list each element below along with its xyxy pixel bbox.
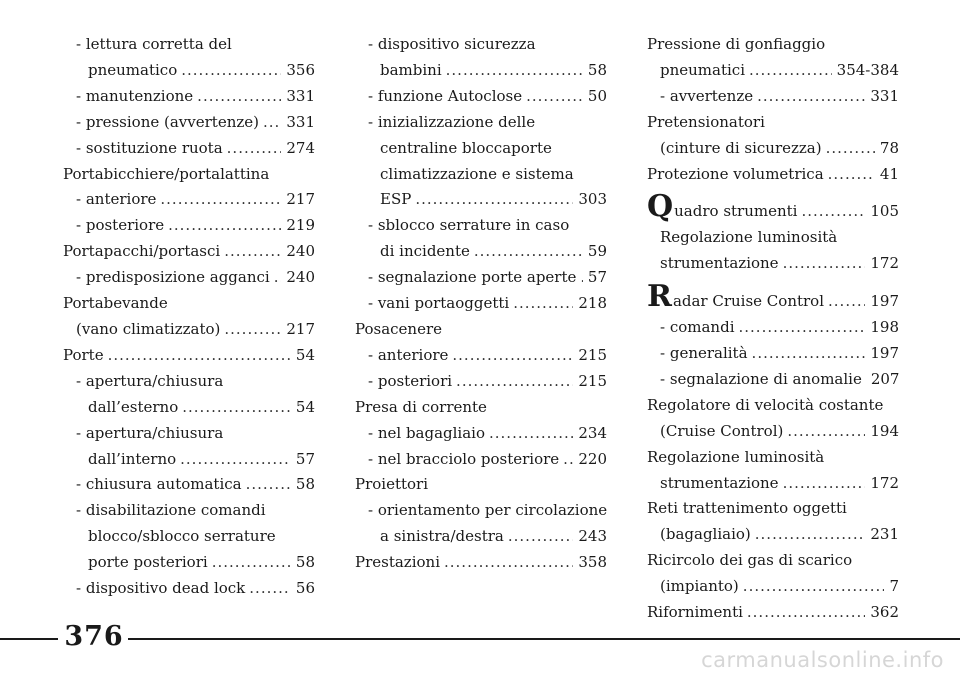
index-entry — [355, 162, 607, 188]
dot-leader — [787, 419, 865, 445]
entry-page: 59 — [587, 242, 607, 261]
index-entry — [63, 447, 315, 473]
index-entry — [647, 419, 899, 445]
index-entry — [63, 524, 315, 550]
index-entry — [355, 550, 607, 576]
dot-leader — [508, 524, 573, 550]
entry-text: Pretensionatori — [647, 112, 765, 131]
entry-text: Porte — [63, 345, 104, 364]
entry-page: 54 — [295, 397, 315, 416]
entry-text: - comandi — [660, 318, 735, 337]
dot-leader — [489, 421, 573, 447]
entry-text: Portabevande — [63, 294, 168, 313]
dot-leader — [180, 447, 291, 473]
dot-leader — [526, 84, 583, 110]
entry-page: 58 — [587, 60, 607, 79]
index-entry — [647, 445, 899, 471]
entry-page: 234 — [578, 423, 607, 442]
entry-text: - predisposizione agganci — [76, 268, 270, 287]
index-column-2 — [355, 32, 607, 576]
dot-leader — [249, 576, 291, 602]
index-entry — [647, 341, 899, 367]
entry-text: dall’esterno — [88, 397, 179, 416]
entry-page: 240 — [286, 268, 315, 287]
index-entry — [647, 522, 899, 548]
entry-text: centraline bloccaporte — [380, 138, 552, 157]
entry-text: - nel bracciolo posteriore — [368, 449, 560, 468]
entry-text: a sinistra/destra — [380, 527, 504, 546]
entry-page: 356 — [286, 60, 315, 79]
dot-leader — [513, 291, 573, 317]
index-entry — [63, 110, 315, 136]
entry-page: 172 — [870, 254, 899, 273]
dot-leader — [263, 110, 281, 136]
index-column-1 — [63, 32, 315, 602]
dot-leader — [755, 522, 866, 548]
entry-text: pneumatici — [660, 60, 745, 79]
entry-page: 7 — [889, 577, 899, 596]
entry-text — [647, 189, 798, 225]
dot-leader — [828, 162, 875, 188]
entry-page: 362 — [870, 603, 899, 622]
dot-leader — [828, 289, 865, 315]
entry-page: 331 — [870, 86, 899, 105]
entry-text: - orientamento per circolazione — [368, 501, 608, 520]
entry-text: blocco/sblocco serrature — [88, 527, 276, 546]
index-entry — [647, 315, 899, 341]
entry-text: - disabilitazione comandi — [76, 501, 266, 520]
entry-text: Portapacchi/portasci — [63, 242, 221, 261]
entry-text: - avvertenze — [660, 86, 754, 105]
dot-leader — [757, 84, 865, 110]
entry-text: - anteriore — [368, 345, 449, 364]
dot-leader — [743, 574, 885, 600]
entry-text: - segnalazione di anomalie — [660, 369, 862, 388]
dot-leader — [224, 239, 281, 265]
index-entry — [647, 367, 899, 393]
dot-leader — [456, 369, 573, 395]
index-entry — [63, 421, 315, 447]
entry-page: 215 — [578, 371, 607, 390]
entry-page: 217 — [286, 319, 315, 338]
entry-text: (vano climatizzato) — [76, 319, 221, 338]
entry-page: 41 — [879, 164, 899, 183]
entry-page: 54 — [295, 345, 315, 364]
entry-page: 358 — [578, 553, 607, 572]
entry-page: 303 — [578, 190, 607, 209]
dot-leader — [783, 471, 866, 497]
entry-text: Presa di corrente — [355, 397, 487, 416]
entry-page: 331 — [286, 112, 315, 131]
entry-page: 198 — [870, 318, 899, 337]
dot-leader — [212, 550, 291, 576]
index-entry — [63, 32, 315, 58]
entry-text: - inizializzazione delle — [368, 112, 536, 131]
entry-text: - posteriore — [76, 216, 165, 235]
entry-page: 217 — [286, 190, 315, 209]
entry-text: ESP — [380, 190, 412, 209]
index-entry — [355, 343, 607, 369]
index-entry — [647, 574, 899, 600]
dot-leader — [246, 472, 291, 498]
dot-leader — [274, 265, 282, 291]
entry-page: 207 — [870, 369, 900, 388]
index-entry — [355, 136, 607, 162]
entry-text: - posteriori — [368, 371, 453, 390]
index-entry — [355, 317, 607, 343]
entry-text: Proiettori — [355, 475, 429, 494]
entry-text: Regolatore di velocità costante — [647, 395, 884, 414]
index-entry — [647, 84, 899, 110]
entry-text: - dispositivo dead lock — [76, 579, 246, 598]
index-entry — [355, 472, 607, 498]
entry-text: - sblocco serrature in caso — [368, 216, 570, 235]
index-entry — [647, 32, 899, 58]
entry-text: (bagagliaio) — [660, 525, 751, 544]
index-entry — [355, 369, 607, 395]
entry-page: 57 — [295, 449, 315, 468]
index-entry — [63, 576, 315, 602]
entry-text: - segnalazione porte aperte — [368, 268, 577, 287]
entry-text: - pressione (avvertenze) — [76, 112, 260, 131]
entry-text: - anteriore — [76, 190, 157, 209]
index-entry — [63, 395, 315, 421]
dot-leader — [415, 187, 573, 213]
entry-text: porte posteriori — [88, 553, 208, 572]
footer-rule-left — [0, 638, 58, 640]
index-entry — [63, 162, 315, 188]
dot-leader — [563, 447, 573, 473]
entry-page: 194 — [870, 421, 899, 440]
dot-leader — [801, 199, 865, 225]
section-letter: R — [647, 279, 672, 315]
index-entry — [63, 239, 315, 265]
dot-leader — [444, 550, 573, 576]
entry-text: strumentazione — [660, 473, 779, 492]
dot-leader — [452, 343, 573, 369]
index-entry — [647, 189, 899, 225]
entry-text — [647, 279, 825, 315]
entry-page: 78 — [879, 138, 899, 157]
index-column-3 — [647, 32, 899, 626]
index-entry — [647, 548, 899, 574]
entry-text: (Cruise Control) — [660, 421, 784, 440]
entry-page: 354-384 — [836, 60, 899, 79]
index-entry — [355, 524, 607, 550]
entry-page: 57 — [587, 268, 607, 287]
entry-text: - generalità — [660, 343, 748, 362]
entry-text: Posacenere — [355, 319, 443, 338]
dot-leader — [108, 343, 291, 369]
entry-text: di incidente — [380, 242, 470, 261]
entry-text: - chiusura automatica — [76, 475, 242, 494]
index-entry — [63, 317, 315, 343]
dot-leader — [580, 265, 583, 291]
index-entry — [355, 32, 607, 58]
entry-text: Protezione volumetrica — [647, 164, 824, 183]
entry-page: 56 — [295, 579, 315, 598]
index-entry — [355, 58, 607, 84]
index-entry — [63, 291, 315, 317]
dot-leader — [752, 341, 866, 367]
index-entry — [355, 239, 607, 265]
index-entry — [355, 447, 607, 473]
entry-text: (cinture di sicurezza) — [660, 138, 822, 157]
index-entry — [355, 110, 607, 136]
index-entry — [355, 421, 607, 447]
index-entry — [647, 471, 899, 497]
entry-text: - dispositivo sicurezza — [368, 35, 536, 53]
entry-text: Reti trattenimento oggetti — [647, 499, 847, 518]
entry-page: 197 — [870, 343, 899, 362]
index-entry — [355, 395, 607, 421]
entry-page: 58 — [295, 475, 315, 494]
dot-leader — [181, 58, 281, 84]
index-entry — [355, 213, 607, 239]
entry-text: - apertura/chiusura — [76, 423, 224, 442]
index-entry — [647, 162, 899, 188]
entry-page: 172 — [870, 473, 899, 492]
entry-label: adar Cruise Control — [672, 292, 825, 311]
footer-rule-right — [128, 638, 960, 640]
entry-page: 50 — [587, 86, 607, 105]
entry-text: - manutenzione — [76, 86, 194, 105]
index-entry — [63, 498, 315, 524]
dot-leader — [224, 317, 281, 343]
dot-leader — [160, 187, 281, 213]
entry-text: - nel bagagliaio — [368, 423, 485, 442]
index-entry — [647, 110, 899, 136]
entry-text: strumentazione — [660, 254, 779, 273]
entry-label: uadro strumenti — [674, 202, 798, 221]
entry-text: - lettura corretta del — [76, 35, 232, 53]
entry-page: 243 — [578, 527, 607, 546]
entry-text: - funzione Autoclose — [368, 86, 523, 105]
index-entry — [63, 265, 315, 291]
entry-page: 220 — [578, 449, 607, 468]
entry-text: Portabicchiere/portalattina — [63, 164, 270, 183]
entry-page: 331 — [286, 86, 315, 105]
entry-page: 240 — [286, 242, 315, 261]
index-entry — [355, 84, 607, 110]
dot-leader — [783, 251, 866, 277]
index-entry — [63, 472, 315, 498]
dot-leader — [446, 58, 583, 84]
entry-text: climatizzazione e sistema — [380, 164, 574, 183]
dot-leader — [826, 136, 875, 162]
section-letter: Q — [647, 189, 674, 225]
entry-text: - sostituzione ruota — [76, 138, 223, 157]
dot-leader — [182, 395, 291, 421]
dot-leader — [749, 58, 832, 84]
index-entry — [355, 265, 607, 291]
entry-text: (impianto) — [660, 577, 739, 596]
index-entry — [647, 279, 899, 315]
entry-text: bambini — [380, 60, 442, 79]
page-number: 376 — [64, 621, 124, 652]
entry-page: 197 — [870, 292, 899, 311]
index-entry — [63, 343, 315, 369]
entry-text: dall’interno — [88, 449, 177, 468]
index-entry — [647, 251, 899, 277]
index-entry — [355, 187, 607, 213]
entry-page: 105 — [870, 202, 899, 221]
dot-leader — [168, 213, 281, 239]
entry-page: 219 — [286, 216, 315, 235]
entry-text: - apertura/chiusura — [76, 371, 224, 390]
entry-text: - vani portaoggetti — [368, 294, 510, 313]
index-entry — [63, 136, 315, 162]
watermark: carmanualsonline.info — [701, 648, 944, 672]
index-entry — [63, 213, 315, 239]
entry-page: 274 — [286, 138, 315, 157]
index-entry — [647, 496, 899, 522]
index-entry — [355, 291, 607, 317]
index-entry — [63, 369, 315, 395]
entry-page: 231 — [870, 525, 899, 544]
dot-leader — [474, 239, 583, 265]
index-entry — [63, 187, 315, 213]
dot-leader — [739, 315, 866, 341]
index-entry — [355, 498, 607, 524]
index-entry — [63, 550, 315, 576]
index-entry — [63, 58, 315, 84]
entry-page: 218 — [578, 294, 607, 313]
index-entry — [63, 84, 315, 110]
entry-text: Rifornimenti — [647, 603, 743, 622]
dot-leader — [227, 136, 282, 162]
dot-leader — [197, 84, 281, 110]
entry-page: 215 — [578, 345, 607, 364]
index-entry — [647, 58, 899, 84]
entry-text: Pressione di gonfiaggio — [647, 35, 826, 53]
index-entry — [647, 225, 899, 251]
entry-text: Ricircolo dei gas di scarico — [647, 551, 853, 570]
entry-text: Regolazione luminosità — [647, 447, 825, 466]
entry-text: Regolazione luminosità — [660, 228, 838, 247]
index-entry — [647, 136, 899, 162]
entry-page: 58 — [295, 553, 315, 572]
entry-text: Prestazioni — [355, 553, 440, 572]
index-entry — [647, 393, 899, 419]
entry-text: pneumatico — [88, 60, 178, 79]
